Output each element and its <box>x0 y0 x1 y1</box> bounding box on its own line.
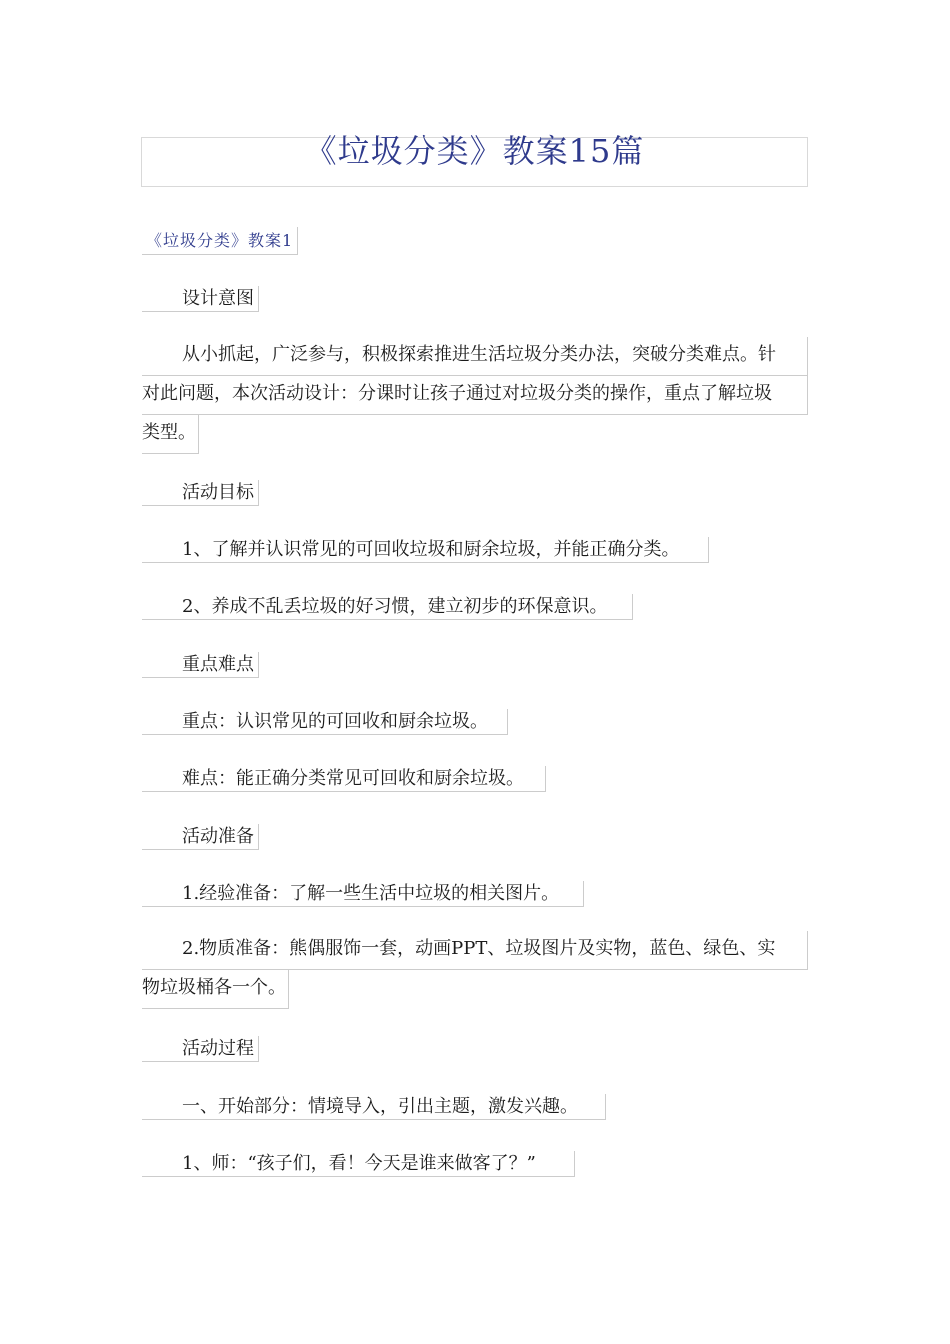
goal-item: 2、养成不乱丢垃圾的好习惯，建立初步的环保意识。 <box>142 594 633 620</box>
difficult-point: 难点：能正确分类常见可回收和厨余垃圾。 <box>142 766 546 792</box>
goal-item: 1、了解并认识常见的可回收垃圾和厨余垃圾，并能正确分类。 <box>142 537 709 563</box>
paragraph-line: 对此问题，本次活动设计：分课时让孩子通过对垃圾分类的操作，重点了解垃圾 <box>142 376 808 415</box>
design-paragraph <box>142 337 808 468</box>
title-box <box>141 132 808 187</box>
process-item: 1、师：“孩子们，看！今天是谁来做客了？” <box>142 1151 575 1177</box>
paragraph-line: 从小抓起，广泛参与，积极探索推进生活垃圾分类办法，突破分类难点。针 <box>142 337 808 376</box>
paragraph-line: 物垃圾桶各一个。 <box>142 970 289 1009</box>
process-item: 一、开始部分：情境导入，引出主题，激发兴趣。 <box>142 1094 606 1120</box>
lesson-subtitle: 《垃圾分类》教案1 <box>142 227 298 255</box>
section-heading-design: 设计意图 <box>142 286 259 312</box>
key-point: 重点：认识常见的可回收和厨余垃圾。 <box>142 709 508 735</box>
paragraph-line: 2.物质准备：熊偶服饰一套，动画PPT、垃圾图片及实物，蓝色、绿色、实 <box>142 931 808 970</box>
paragraph-line: 类型。 <box>142 415 199 454</box>
section-heading-goals: 活动目标 <box>142 480 259 506</box>
section-heading-prep: 活动准备 <box>142 824 259 850</box>
section-heading-process: 活动过程 <box>142 1036 259 1062</box>
section-heading-key: 重点难点 <box>142 652 259 678</box>
prep-item: 1.经验准备：了解一些生活中垃圾的相关图片。 <box>142 881 584 907</box>
prep-paragraph <box>142 931 808 1023</box>
document-title: 《垃圾分类》教案15篇 <box>304 132 645 170</box>
